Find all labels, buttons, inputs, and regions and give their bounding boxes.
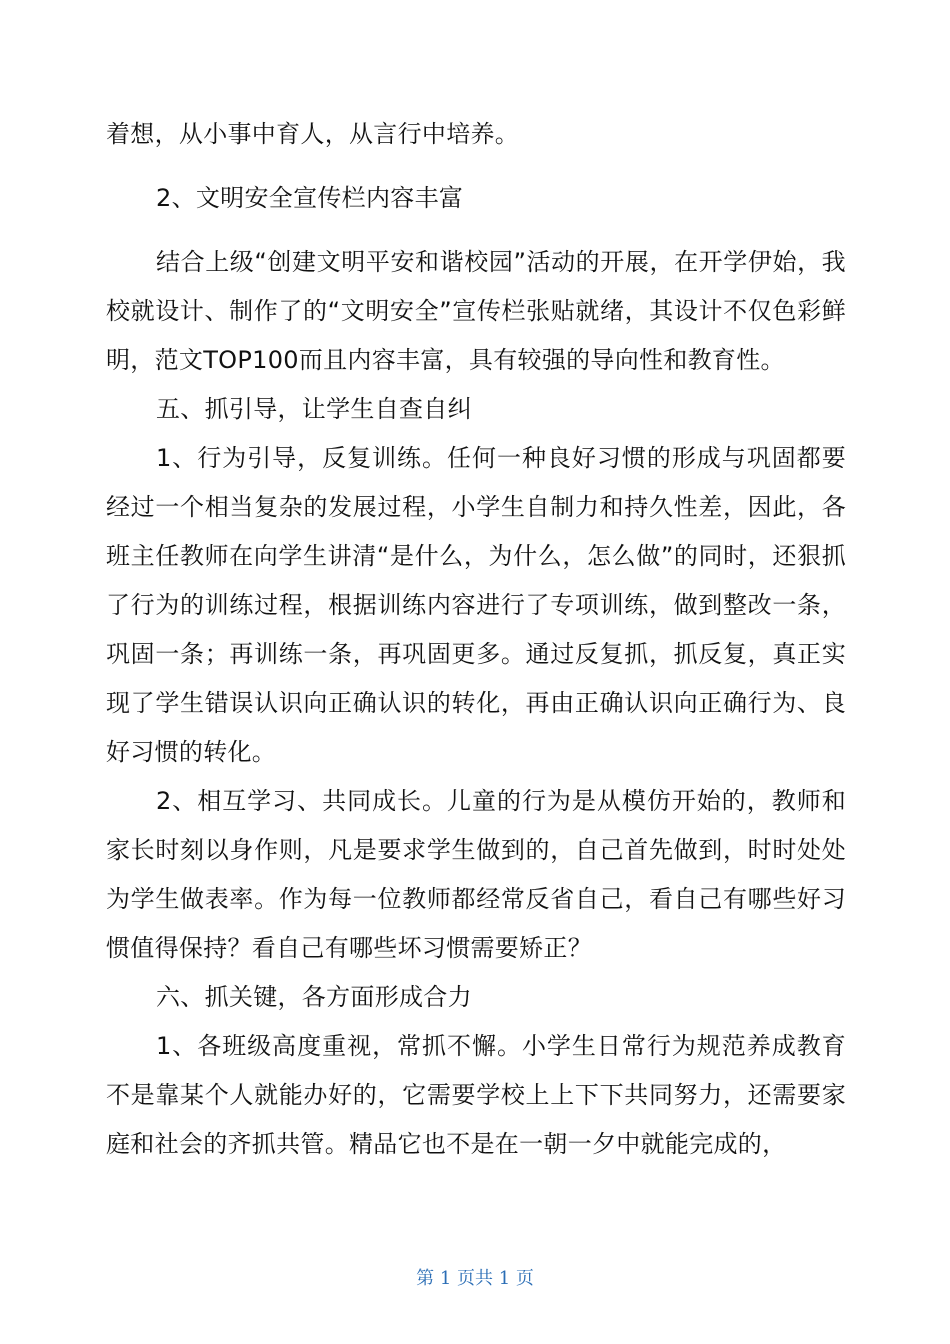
- paragraph-bulletin-board: 结合上级“创建文明平安和谐校园”活动的开展，在开学伊始，我校就设计、制作了的“文明安全”宣传栏张贴就绪，其设计不仅色彩鲜明，范文TOP100而且内容丰富，具有较强的导向性和教育性。: [106, 248, 846, 374]
- paragraph-mutual-learning: 2、相互学习、共同成长。儿童的行为是从模仿开始的，教师和家长时刻以身作则，凡是要求学生做到的，自己首先做到，时时处处为学生做表率。作为每一位教师都经常反省自己，看自己有哪些好习惯值得保持？看自己有哪些坏习惯需要矫正？: [106, 787, 846, 962]
- subheading-bulletin-board: 2、文明安全宣传栏内容丰富: [156, 184, 464, 212]
- paragraph-behavior-guidance: 1、行为引导，反复训练。任何一种良好习惯的形成与巩固都要经过一个相当复杂的发展过程，小学生自制力和持久性差，因此，各班主任教师在向学生讲清“是什么，为什么，怎么做”的同时，还狠抓了行为的训练过程，根据训练内容进行了专项训练，做到整改一条，巩固一条；再训练一条，再巩固更多。通过反复抓，抓反复，真正实现了学生错误认识向正确认识的转化，再由正确认识向正确行为、良好习惯的转化。: [106, 444, 846, 766]
- document-body: [106, 110, 846, 1169]
- section-heading-key-points: 六、抓关键，各方面形成合力: [156, 983, 472, 1011]
- page-number-footer: 第 1 页共 1 页: [416, 1268, 534, 1289]
- paragraph-class-attention: 1、各班级高度重视，常抓不懈。小学生日常行为规范养成教育不是靠某个人就能办好的，它需要学校上上下下共同努力，还需要家庭和社会的齐抓共管。精品它也不是在一朝一夕中就能完成的，: [106, 1032, 846, 1158]
- paragraph-continuation: 着想，从小事中育人，从言行中培养。: [106, 120, 520, 148]
- section-heading-guidance: 五、抓引导，让学生自查自纠: [156, 395, 472, 423]
